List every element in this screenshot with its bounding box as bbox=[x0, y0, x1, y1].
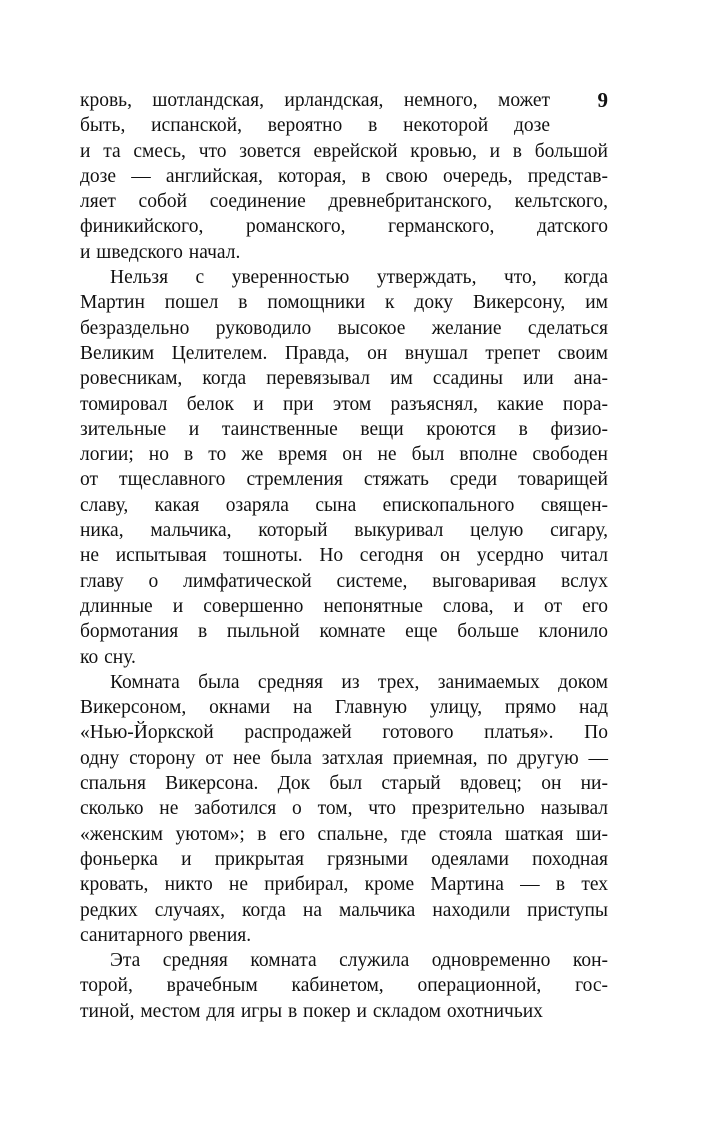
text-line: кровать, никто не прибирал, кроме Мартина — в тех bbox=[80, 874, 608, 896]
text-line: Эта средняя комната служила одновременно кон- bbox=[110, 950, 608, 972]
text-line: и та смесь, что зовется еврейской кровью, и в большой bbox=[80, 140, 608, 162]
paragraph bbox=[80, 948, 608, 1024]
text-line: сколько не заботился о том, что презрительно называл bbox=[80, 798, 608, 820]
text-line: и шведского начал. bbox=[80, 241, 241, 263]
page-number: 9 bbox=[597, 88, 609, 112]
text-line: Комната была средняя из трех, занимаемых доком bbox=[110, 671, 608, 693]
text-line: ника, мальчика, который выкуривал целую сигару, bbox=[80, 520, 608, 542]
text-line: славу, какая озаряла сына епископального священ- bbox=[80, 494, 608, 516]
text-line: безраздельно руководило высокое желание сделаться bbox=[80, 317, 608, 339]
text-line: редких случаях, когда на мальчика находили приступы bbox=[80, 899, 608, 921]
text-line: «Нью-Йоркской распродажей готового платья». По bbox=[80, 722, 608, 744]
paragraph bbox=[80, 265, 608, 670]
paragraph bbox=[80, 670, 608, 948]
text-line: зительные и таинственные вещи кроются в физио- bbox=[80, 418, 608, 440]
text-line: ровесникам, когда перевязывал им ссадины или ана- bbox=[80, 368, 608, 390]
text-line: бормотания в пыльной комнате еще больше клонило bbox=[80, 621, 608, 643]
text-line: одну сторону от нее была затхлая приемная, по другую — bbox=[80, 747, 608, 769]
text-line: Нельзя с уверенностью утверждать, что, когда bbox=[110, 267, 608, 289]
text-line: финикийского, романского, германского, датского bbox=[80, 216, 608, 238]
text-line: Мартин пошел в помощники к доку Викерсону, им bbox=[80, 292, 608, 314]
text-line: не испытывая тошноты. Но сегодня он усердно читал bbox=[80, 545, 608, 567]
paragraph bbox=[80, 88, 608, 265]
text-line: Викерсоном, окнами на Главную улицу, прямо над bbox=[80, 697, 608, 719]
text-block bbox=[80, 88, 608, 1024]
text-line: спальня Викерсона. Док был старый вдовец; он ни- bbox=[80, 773, 608, 795]
text-line: дозе — английская, которая, в свою очередь, представ- bbox=[80, 165, 608, 187]
text-line: томировал белок и при этом разъяснял, какие пора- bbox=[80, 393, 608, 415]
text-line: торой, врачебным кабинетом, операционной, гос- bbox=[80, 975, 608, 997]
text-line: санитарного рвения. bbox=[80, 924, 252, 946]
text-line: «женским уютом»; в его спальне, где стояла шаткая ши- bbox=[80, 823, 608, 845]
text-line: ляет собой соединение древнебританского, кельтского, bbox=[80, 191, 608, 213]
text-line: логии; но в то же время он не был вполне свободен bbox=[80, 444, 608, 466]
text-line: Великим Целителем. Правда, он внушал трепет своим bbox=[80, 342, 608, 364]
text-line: тиной, местом для игры в покер и складом охотничьих bbox=[80, 1000, 543, 1022]
text-line: ко сну. bbox=[80, 646, 136, 668]
text-line: длинные и совершенно непонятные слова, и от его bbox=[80, 595, 608, 617]
text-line: фоньерка и прикрытая грязными одеялами походная bbox=[80, 848, 608, 870]
text-line: от тщеславного стремления стяжать среди товарищей bbox=[80, 469, 608, 491]
text-line: быть, испанской, вероятно в некоторой дозе bbox=[80, 115, 550, 137]
text-line: главу о лимфатической системе, выговаривая вслух bbox=[80, 570, 608, 592]
text-line: кровь, шотландская, ирландская, немного, может bbox=[80, 90, 550, 111]
